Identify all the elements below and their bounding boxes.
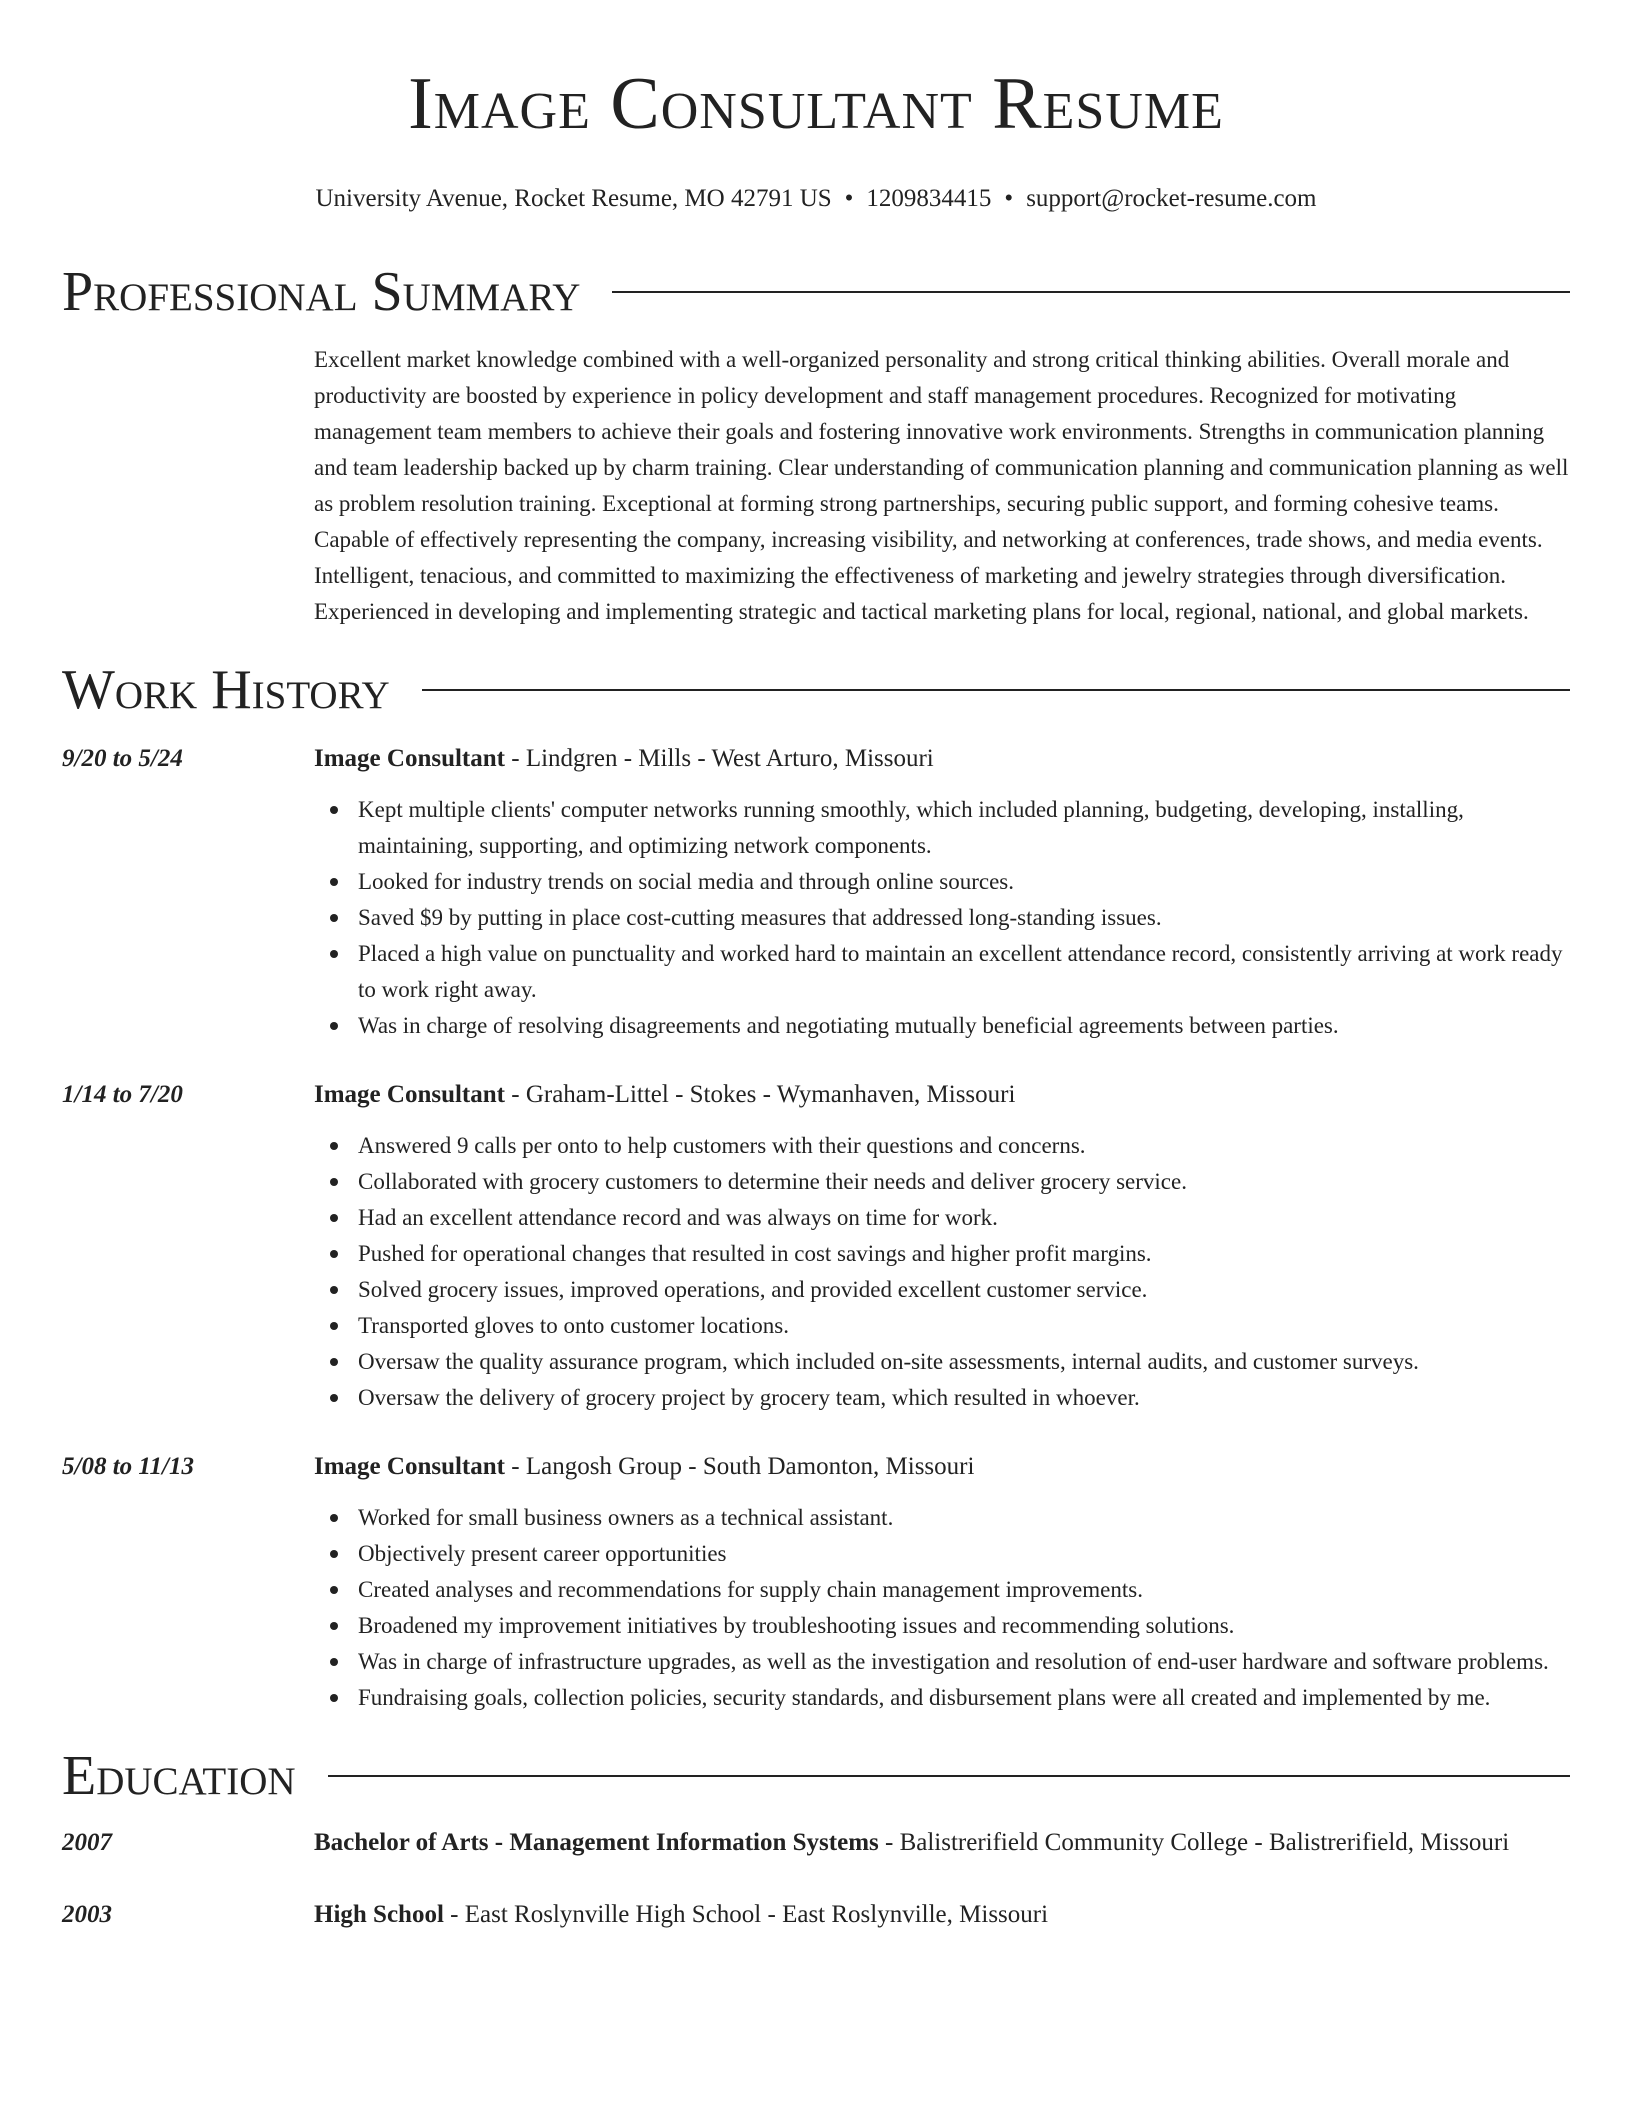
job-details: - Lindgren - Mills - West Arturo, Missouri bbox=[505, 745, 934, 772]
job-heading bbox=[314, 1448, 1570, 1486]
work-section-header bbox=[62, 660, 1570, 720]
job-bullet: Worked for small business owners as a technical assistant. bbox=[314, 1500, 1570, 1536]
job-bullet: Objectively present career opportunities bbox=[314, 1536, 1570, 1572]
work-history-list bbox=[62, 740, 1570, 1716]
education-heading-line bbox=[314, 1824, 1570, 1862]
job-content bbox=[314, 1076, 1570, 1416]
job-details: - Graham-Littel - Stokes - Wymanhaven, Missouri bbox=[505, 1081, 1016, 1108]
job-entry bbox=[62, 1076, 1570, 1416]
work-heading: Work History bbox=[62, 659, 390, 721]
job-title: Image Consultant bbox=[314, 1453, 505, 1480]
job-entry bbox=[62, 1448, 1570, 1716]
education-entry bbox=[62, 1896, 1570, 1934]
job-bullet: Answered 9 calls per onto to help customers with their questions and concerns. bbox=[314, 1128, 1570, 1164]
job-bullet: Was in charge of resolving disagreements and negotiating mutually beneficial agreements between parties. bbox=[314, 1008, 1570, 1044]
education-year: 2003 bbox=[62, 1901, 112, 1928]
job-bullet: Placed a high value on punctuality and worked hard to maintain an excellent attendance record, consistently arriving at work ready to work right away. bbox=[314, 936, 1570, 1008]
contact-line bbox=[62, 184, 1570, 214]
section-divider bbox=[612, 291, 1570, 293]
job-bullet: Oversaw the delivery of grocery project by grocery team, which resulted in whoever. bbox=[314, 1380, 1570, 1416]
education-degree: High School bbox=[314, 1901, 444, 1928]
education-entry bbox=[62, 1824, 1570, 1862]
contact-address: University Avenue, Rocket Resume, MO 42791 US bbox=[315, 185, 832, 212]
job-content bbox=[314, 740, 1570, 1044]
job-heading bbox=[314, 1076, 1570, 1114]
education-list bbox=[62, 1824, 1570, 1934]
job-bullet: Broadened my improvement initiatives by troubleshooting issues and recommending solutions. bbox=[314, 1608, 1570, 1644]
job-details: - Langosh Group - South Damonton, Missouri bbox=[505, 1453, 975, 1480]
page-title: Image Consultant Resume bbox=[408, 63, 1224, 145]
job-bullet: Oversaw the quality assurance program, which included on-site assessments, internal audits, and customer surveys. bbox=[314, 1344, 1570, 1380]
job-bullet: Transported gloves to onto customer locations. bbox=[314, 1308, 1570, 1344]
education-year: 2007 bbox=[62, 1829, 112, 1856]
job-entry bbox=[62, 740, 1570, 1044]
summary-text: Excellent market knowledge combined with a well-organized personality and strong critical thinking abilities. Overall morale and productivity are boosted by experience in policy development and staff management procedures. Recognized for motivating management team members to achieve their goals and fostering innovative work environments. Strengths in communication planning and team leadership backed up by charm training. Clear understanding of communication planning and communication planning as well as problem resolution training. Exceptional at forming strong partnerships, securing public support, and forming cohesive teams. Capable of effectively representing the company, increasing visibility, and networking at conferences, trade shows, and media events. Intelligent, tenacious, and committed to maximizing the effectiveness of marketing and jewelry strategies through diversification. Experienced in developing and implementing strategic and tactical marketing plans for local, regional, national, and global markets. bbox=[314, 347, 1569, 624]
job-bullet: Created analyses and recommendations for supply chain management improvements. bbox=[314, 1572, 1570, 1608]
education-degree: Bachelor of Arts - Management Information Systems bbox=[314, 1829, 879, 1856]
job-bullet: Looked for industry trends on social media and through online sources. bbox=[314, 864, 1570, 900]
job-bullet: Pushed for operational changes that resulted in cost savings and higher profit margins. bbox=[314, 1236, 1570, 1272]
education-details: - East Roslynville High School - East Roslynville, Missouri bbox=[443, 1901, 1049, 1928]
job-bullet: Kept multiple clients' computer networks running smoothly, which included planning, budgeting, developing, installing, maintaining, supporting, and optimizing network components. bbox=[314, 792, 1570, 864]
job-title: Image Consultant bbox=[314, 1081, 505, 1108]
job-dates: 9/20 to 5/24 bbox=[62, 745, 183, 772]
summary-section-header bbox=[62, 262, 1570, 322]
job-dates: 5/08 to 11/13 bbox=[62, 1453, 194, 1480]
job-bullets bbox=[314, 792, 1570, 1044]
job-bullet: Had an excellent attendance record and was always on time for work. bbox=[314, 1200, 1570, 1236]
job-dates: 1/14 to 7/20 bbox=[62, 1081, 183, 1108]
job-content bbox=[314, 1448, 1570, 1716]
education-details: - Balistrerifield Community College - Balistrerifield, Missouri bbox=[878, 1829, 1510, 1856]
job-bullet: Saved $9 by putting in place cost-cutting measures that addressed long-standing issues. bbox=[314, 900, 1570, 936]
job-bullet: Collaborated with grocery customers to determine their needs and deliver grocery service. bbox=[314, 1164, 1570, 1200]
job-bullets bbox=[314, 1500, 1570, 1716]
education-heading: Education bbox=[62, 1745, 296, 1807]
education-heading-line bbox=[314, 1896, 1570, 1934]
job-heading bbox=[314, 740, 1570, 778]
summary-heading: Professional Summary bbox=[62, 261, 581, 323]
contact-separator: • bbox=[1004, 185, 1014, 212]
contact-separator: • bbox=[844, 185, 854, 212]
contact-email: support@rocket-resume.com bbox=[1026, 185, 1317, 212]
job-title: Image Consultant bbox=[314, 745, 505, 772]
education-section-header bbox=[62, 1746, 1570, 1806]
contact-phone: 1209834415 bbox=[866, 185, 992, 212]
job-bullet: Fundraising goals, collection policies, security standards, and disbursement plans were all created and implemented by me. bbox=[314, 1680, 1570, 1716]
section-divider bbox=[422, 689, 1570, 691]
job-bullets bbox=[314, 1128, 1570, 1416]
section-divider bbox=[328, 1775, 1570, 1777]
job-bullet: Was in charge of infrastructure upgrades, as well as the investigation and resolution of end-user hardware and software problems. bbox=[314, 1644, 1570, 1680]
job-bullet: Solved grocery issues, improved operations, and provided excellent customer service. bbox=[314, 1272, 1570, 1308]
